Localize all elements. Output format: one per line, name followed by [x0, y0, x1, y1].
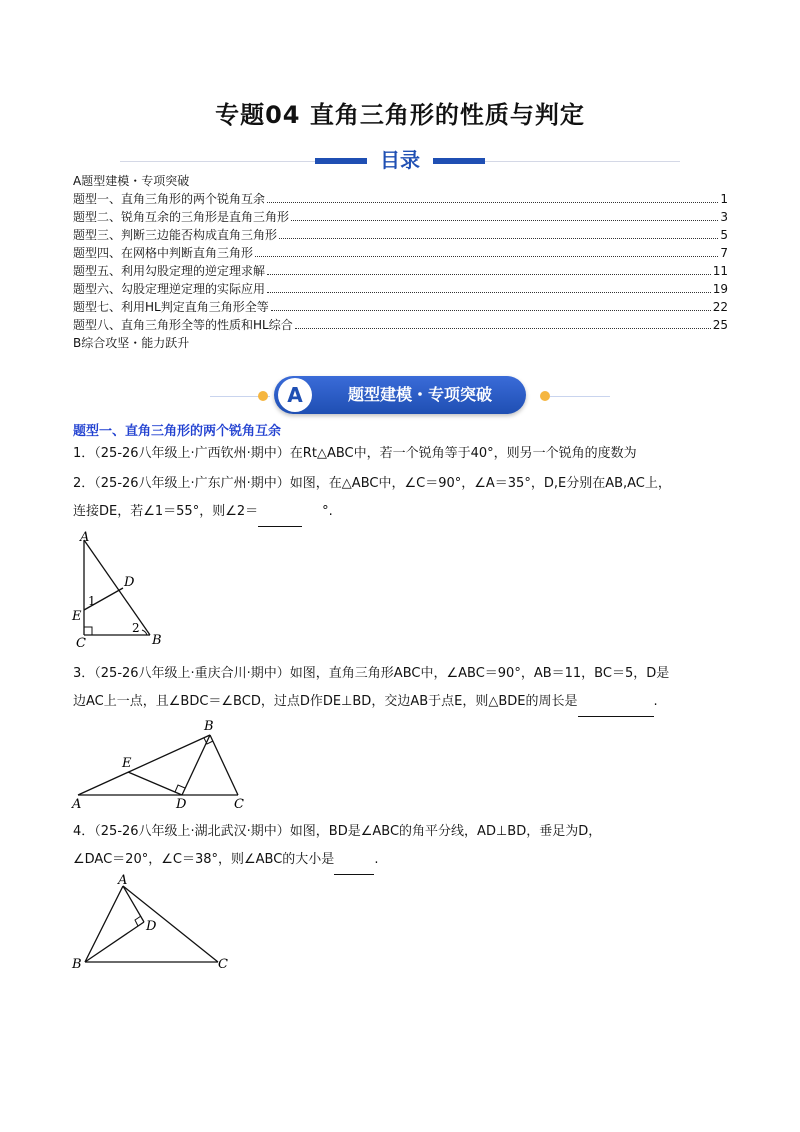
toc-entry[interactable]: [73, 226, 728, 244]
figure-q3: [68, 715, 258, 810]
question-3-line-1: 3．（25-26八年级上·重庆合川·期中）如图，直角三角形ABC中，∠ABC＝90°，AB＝11，BC＝5，D是: [73, 666, 670, 681]
toc-entry[interactable]: [73, 280, 728, 298]
question-4-line-1: 4．（25-26八年级上·湖北武汉·期中）如图，BD是∠ABC的角平分线，AD⊥BD，垂足为D，: [73, 824, 602, 839]
toc-part-a[interactable]: [73, 172, 728, 190]
toc-bar-right: [433, 158, 485, 164]
banner-dot-left: [258, 391, 268, 401]
figure-q2: [68, 530, 178, 650]
table-of-contents: [73, 172, 728, 352]
toc-label: 题型二、锐角互余的三角形是直角三角形: [73, 210, 290, 224]
question-3-end: .: [653, 694, 658, 709]
section-banner: [200, 368, 600, 422]
toc-label: 题型六、勾股定理逆定理的实际应用: [73, 282, 266, 296]
question-2-text: 连接DE，若∠1＝55°，则∠2＝: [73, 504, 259, 519]
toc-rule-left: [120, 161, 315, 162]
answer-blank[interactable]: [578, 688, 654, 717]
label-d: D: [124, 575, 135, 590]
label-b: B: [204, 719, 214, 734]
toc-part-b[interactable]: [73, 334, 728, 352]
label-d: D: [176, 797, 187, 810]
label-e: E: [122, 756, 132, 771]
question-2-line-2: [73, 498, 733, 527]
toc-label: 题型四、在网格中判断直角三角形: [73, 246, 254, 260]
segment-ab: [85, 886, 123, 962]
toc-entry[interactable]: [73, 208, 728, 226]
question-3: [73, 660, 733, 717]
toc-page: 19: [712, 282, 728, 296]
label-angle-1: 1: [88, 594, 96, 608]
toc-leader: [295, 318, 711, 329]
toc-leader: [279, 228, 718, 239]
angle-arc: [142, 630, 147, 635]
segment-bd: [85, 922, 144, 962]
segment-de: [128, 772, 182, 795]
toc-label: A题型建模・专项突破: [73, 174, 190, 188]
segment-ab: [84, 540, 150, 635]
page-title: 专题04 直角三角形的性质与判定: [215, 101, 585, 129]
label-a: A: [72, 797, 82, 810]
label-c: C: [234, 797, 244, 810]
label-c: C: [218, 957, 228, 972]
banner-text: 题型建模・专项突破: [347, 385, 492, 404]
label-b: B: [152, 633, 162, 648]
toc-label: 题型八、直角三角形全等的性质和HL综合: [73, 318, 293, 332]
toc-entry[interactable]: [73, 244, 728, 262]
answer-blank[interactable]: [258, 498, 302, 527]
question-4-text: ∠DAC＝20°，∠C＝38°，则∠ABC的大小是: [73, 852, 335, 867]
label-b: B: [72, 957, 82, 972]
question-1-text: 1．（25-26八年级上·广西钦州·期中）在Rt△ABC中，若一个锐角等于40°，则另一个锐角的度数为: [73, 446, 637, 461]
right-angle-mark: [84, 627, 92, 635]
banner-rule-right: [550, 396, 610, 397]
question-4-line-2: [73, 846, 733, 875]
question-3-text: 边AC上一点，且∠BDC＝∠BCD，过点D作DE⊥BD，交边AB于点E，则△BDE的周长是: [73, 694, 578, 709]
toc-page: 1: [720, 192, 728, 206]
toc-leader: [271, 300, 711, 311]
question-2-line-1: 2．（25-26八年级上·广东广州·期中）如图，在△ABC中，∠C＝90°，∠A＝35°，D,E分别在AB,AC上，: [73, 476, 671, 491]
toc-leader: [267, 192, 718, 203]
toc-page: 11: [712, 264, 728, 278]
label-c: C: [76, 636, 86, 650]
toc-page: 7: [720, 246, 728, 260]
label-d: D: [146, 919, 157, 934]
banner-letter: A: [278, 378, 312, 412]
question-3-line-2: [73, 688, 733, 717]
label-a: A: [118, 873, 128, 888]
toc-page: 22: [712, 300, 728, 314]
label-e: E: [72, 609, 82, 624]
toc-leader: [267, 282, 711, 293]
toc-bar-left: [315, 158, 367, 164]
segment-bc: [210, 735, 238, 795]
figure-q4: [68, 872, 238, 972]
toc-rule-right: [485, 161, 680, 162]
segment-bd: [182, 735, 210, 795]
toc-page: 25: [712, 318, 728, 332]
answer-blank[interactable]: [334, 846, 374, 875]
question-2: [73, 470, 733, 527]
toc-label: 题型一、直角三角形的两个锐角互余: [73, 192, 266, 206]
toc-label: B综合攻坚・能力跃升: [73, 336, 190, 350]
label-a: A: [80, 530, 90, 545]
toc-label: 题型三、判断三边能否构成直角三角形: [73, 228, 278, 242]
segment-ab: [78, 735, 210, 795]
toc-entry[interactable]: [73, 190, 728, 208]
question-4: [73, 818, 733, 875]
question-2-unit: °.: [322, 504, 333, 519]
label-angle-2: 2: [132, 621, 140, 635]
toc-page: 3: [720, 210, 728, 224]
toc-heading-text: 目录: [380, 148, 420, 172]
section-title: 题型一、直角三角形的两个锐角互余: [73, 424, 282, 439]
question-1: [73, 440, 733, 468]
toc-leader: [255, 246, 718, 257]
toc-page: 5: [720, 228, 728, 242]
toc-leader: [291, 210, 718, 221]
toc-label: 题型五、利用勾股定理的逆定理求解: [73, 264, 266, 278]
toc-heading: [0, 144, 800, 174]
toc-entry[interactable]: [73, 262, 728, 280]
question-4-end: .: [374, 852, 379, 867]
banner-dot-right: [540, 391, 550, 401]
toc-entry[interactable]: [73, 298, 728, 316]
toc-label: 题型七、利用HL判定直角三角形全等: [73, 300, 269, 314]
toc-entry[interactable]: [73, 316, 728, 334]
toc-leader: [267, 264, 711, 275]
